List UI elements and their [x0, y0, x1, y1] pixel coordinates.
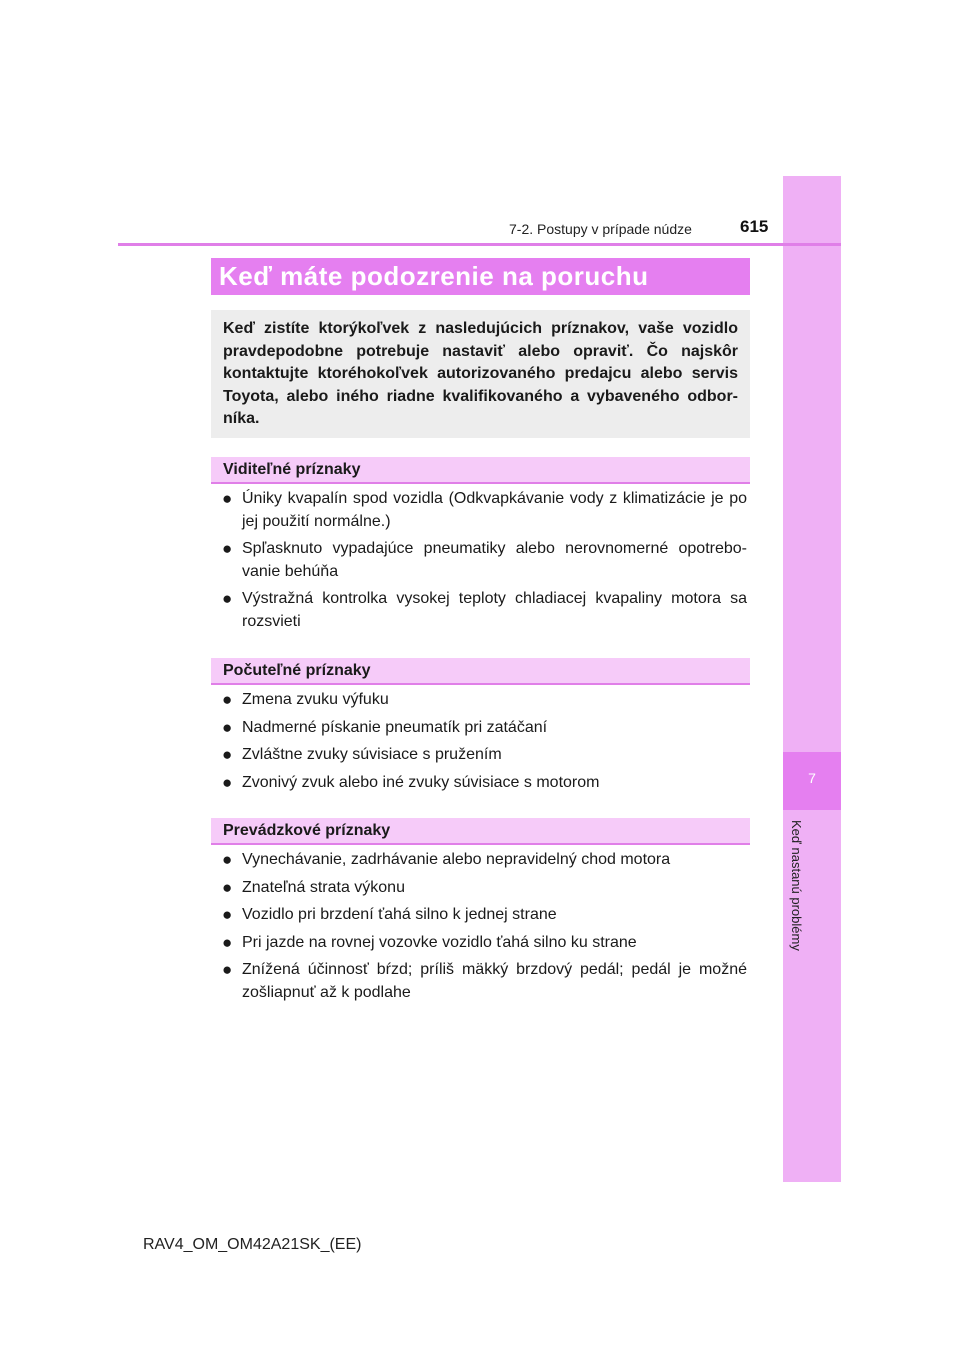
- list-item: [222, 488, 747, 533]
- list-item: [222, 959, 747, 1004]
- bullet-icon: ●: [222, 589, 233, 608]
- list-item-text: Zmena zvuku výfuku: [242, 691, 389, 708]
- bullet-icon: ●: [222, 772, 233, 792]
- bullet-icon: ●: [222, 539, 233, 558]
- list-item: [222, 744, 747, 767]
- bullet-icon: ●: [222, 960, 233, 979]
- list-item: [222, 849, 747, 872]
- chapter-number: 7: [808, 770, 816, 786]
- bullet-icon: ●: [222, 690, 233, 709]
- section-heading-audible: [211, 658, 750, 685]
- list-visible-symptoms: [222, 488, 747, 638]
- list-item: [222, 689, 747, 712]
- header-section: 7-2. Postupy v prípade núdze: [509, 221, 692, 237]
- bullet-icon: ●: [222, 489, 233, 508]
- list-item-text: Zvonivý zvuk alebo iné zvuky súvisiace s motorom: [242, 773, 600, 791]
- list-item-text: Vynechávanie, zadrhávanie alebo nepravidelný chod motora: [242, 851, 671, 868]
- page-title-bar: [211, 258, 750, 295]
- list-item-text: Vozidlo pri brzdení ťahá silno k jednej strane: [242, 906, 557, 923]
- intro-text: Keď zistíte ktorýkoľvek z nasledujúcich príznakov, vaše vozidlo pravdepodobne potrebuje nastaviť alebo opraviť. Čo najskôr kontaktujte ktoréhokoľvek autorizovaného predajcu alebo servis Toyota, alebo iného riadne kvalifikovaného a vybaveného odbor-níka.: [223, 320, 738, 428]
- section-heading-text: Viditeľné príznaky: [223, 460, 361, 478]
- page-number: 615: [740, 217, 769, 236]
- list-item-text: Úniky kvapalín spod vozidla (Odkvapkávanie vody z klimatizácie je po jej použití normálne.): [242, 490, 747, 530]
- section-heading-text: Prevádzkové príznaky: [223, 821, 391, 839]
- list-item-text: Znateľná strata výkonu: [242, 878, 405, 896]
- list-item-text: Spľasknuto vypadajúce pneumatiky alebo nerovnomerné opotrebo-vanie behúňa: [242, 540, 747, 580]
- list-item: [222, 538, 747, 583]
- list-item-text: Pri jazde na rovnej vozovke vozidlo ťahá silno ku strane: [242, 933, 637, 951]
- list-item: [222, 877, 747, 900]
- section-heading-text: Počuteľné príznaky: [223, 661, 371, 679]
- list-audible-symptoms: [222, 689, 747, 799]
- bullet-icon: ●: [222, 932, 233, 952]
- bullet-icon: ●: [222, 745, 233, 764]
- bullet-icon: ●: [222, 717, 233, 737]
- section-heading-operational: [211, 818, 750, 845]
- section-heading-visible: [211, 457, 750, 484]
- list-item-text: Nadmerné pískanie pneumatík pri zatáčaní: [242, 718, 548, 736]
- bullet-icon: ●: [222, 877, 233, 897]
- list-item: [222, 717, 747, 740]
- chapter-side-tab: [783, 176, 841, 1182]
- list-item: [222, 772, 747, 795]
- list-item-text: Výstražná kontrolka vysokej teploty chladiacej kvapaliny motora sa rozsvieti: [242, 590, 747, 630]
- bullet-icon: ●: [222, 850, 233, 869]
- list-operational-symptoms: [222, 849, 747, 1009]
- chapter-title: Keď nastanú problémy: [789, 820, 804, 951]
- list-item: [222, 588, 747, 633]
- list-item: [222, 904, 747, 927]
- bullet-icon: ●: [222, 905, 233, 924]
- intro-box: [211, 310, 750, 438]
- page-title: Keď máte podozrenie na poruchu: [219, 261, 649, 291]
- list-item-text: Znížená účinnosť bŕzd; príliš mäkký brzdový pedál; pedál je možné zošliapnuť až k podlahe: [242, 961, 747, 1001]
- document-code: RAV4_OM_OM42A21SK_(EE): [143, 1236, 362, 1253]
- list-item: [222, 932, 747, 955]
- header-rule: [118, 243, 841, 246]
- list-item-text: Zvláštne zvuky súvisiace s pružením: [242, 746, 502, 763]
